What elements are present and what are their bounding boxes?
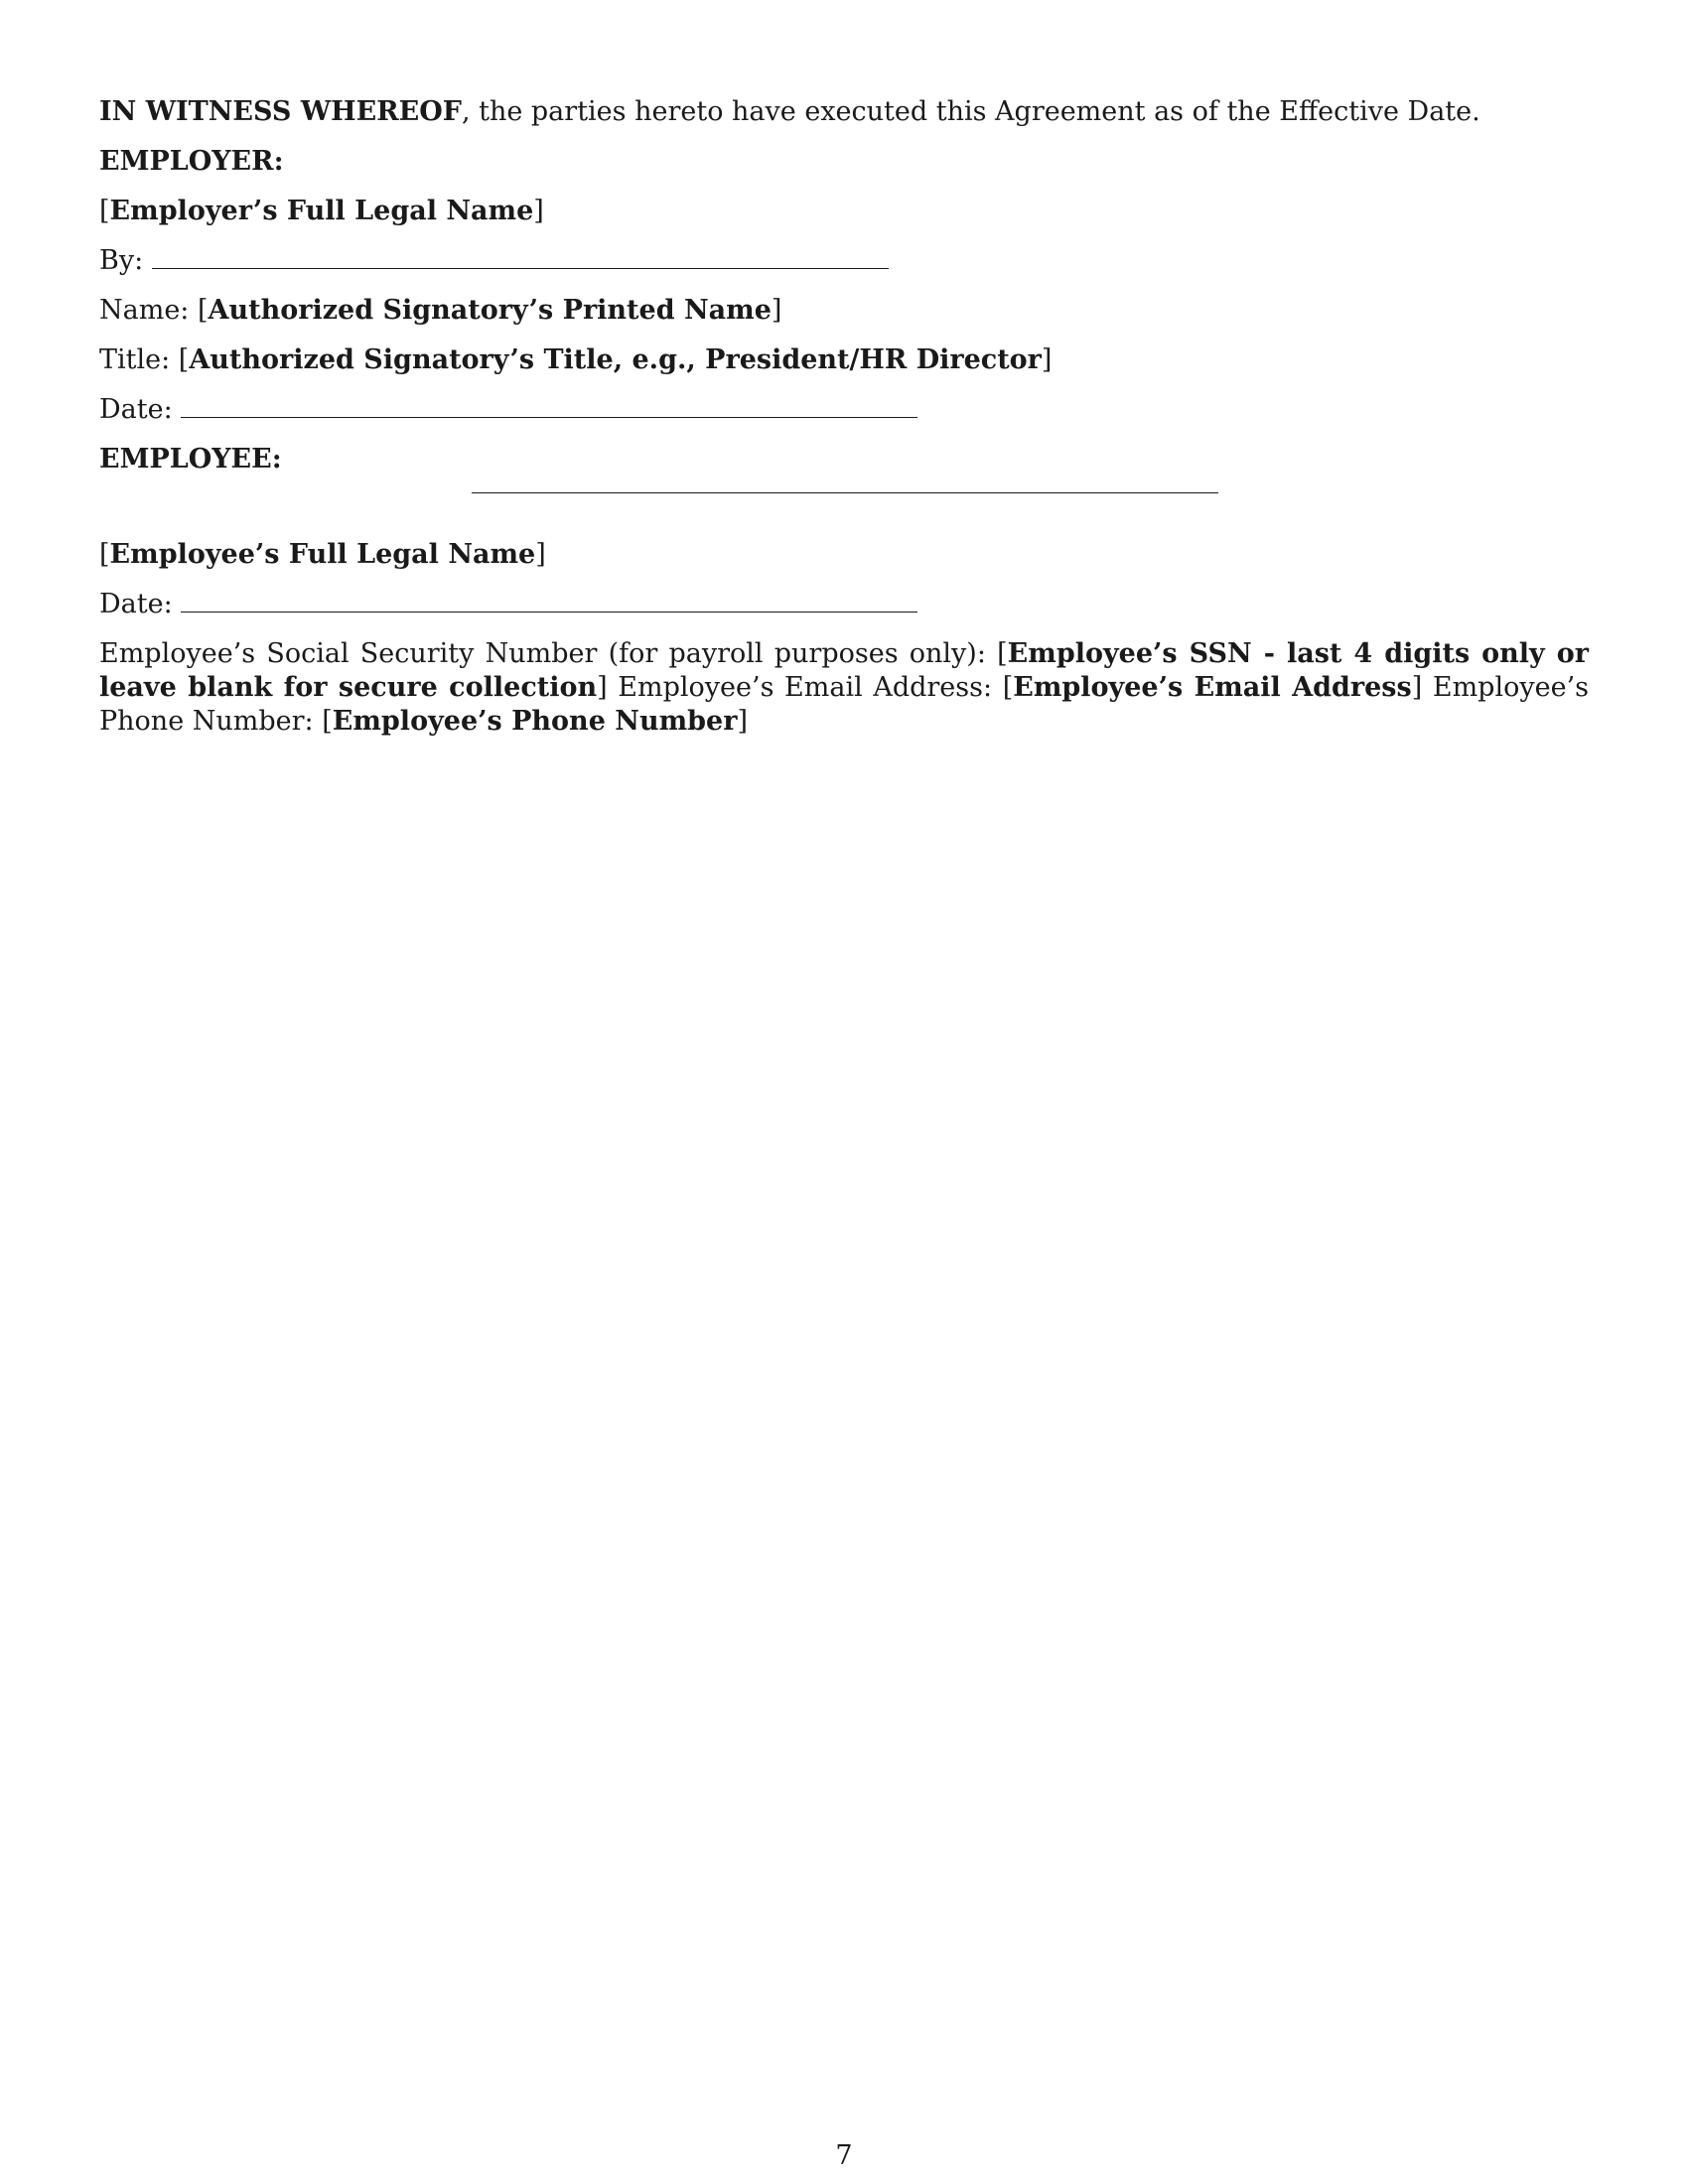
employer-date-line: [99, 393, 917, 427]
employee-date-field[interactable]: [181, 590, 917, 613]
employee-heading: [99, 443, 282, 477]
witness-clause: [99, 95, 1480, 129]
page-number: 7: [835, 2140, 853, 2171]
employer-name-line: Name: [Authorized Signatory’s Printed Name]: [99, 295, 782, 326]
witness-rest: , the parties hereto have executed this Agreement as of the Effective Date.: [461, 96, 1480, 127]
employee-signature-line[interactable]: [472, 492, 1218, 493]
employee-heading-text: EMPLOYEE:: [99, 444, 282, 475]
employee-email-label: Employee’s Email Address:: [618, 672, 993, 703]
employer-date-label: Date:: [99, 394, 173, 425]
employer-full-name-placeholder: Employer’s Full Legal Name: [109, 196, 534, 226]
employee-date-label: Date:: [99, 589, 173, 619]
employee-date-line: [99, 588, 917, 621]
employer-heading: [99, 145, 284, 179]
employer-heading-text: EMPLOYER:: [99, 146, 284, 177]
employee-full-name-placeholder: Employee’s Full Legal Name: [109, 539, 536, 570]
employer-signature-line[interactable]: [152, 246, 889, 269]
employee-phone-label: Employee’s Phone Number:: [99, 672, 1590, 737]
employee-phone-placeholder: Employee’s Phone Number: [332, 706, 738, 737]
employer-full-name: [Employer’s Full Legal Name]: [99, 196, 544, 226]
employee-full-name: [Employee’s Full Legal Name]: [99, 539, 546, 570]
employer-by-line: [99, 244, 889, 278]
employee-ssn-placeholder: Employee’s SSN - last 4 digits only or leave blank for secure collection: [99, 638, 1589, 703]
employer-title-placeholder: Authorized Signatory’s Title, e.g., President/HR Director: [189, 344, 1042, 375]
employer-date-field[interactable]: [181, 395, 917, 418]
employer-title-line: Title: [Authorized Signatory’s Title, e.g., President/HR Director]: [99, 344, 1053, 375]
employer-title-label: Title:: [99, 344, 171, 375]
employer-name-label: Name:: [99, 295, 190, 326]
employee-email-placeholder: Employee’s Email Address: [1013, 672, 1412, 703]
employee-contact-paragraph: Employee’s Social Security Number (for payroll purposes only): [Employee’s SSN - last 4 digits only or leave blank for secure collection] Employee’s Email Address: [Employee’s Email Address] Employee’s Phone Number: [Employee’s Phone Number]: [99, 638, 1590, 737]
employer-by-label: By:: [99, 245, 144, 276]
employer-name-placeholder: Authorized Signatory’s Printed Name: [208, 295, 772, 326]
witness-lead: IN WITNESS WHEREOF: [99, 96, 462, 127]
employee-ssn-label: Employee’s Social Security Number (for payroll purposes only):: [99, 638, 986, 669]
